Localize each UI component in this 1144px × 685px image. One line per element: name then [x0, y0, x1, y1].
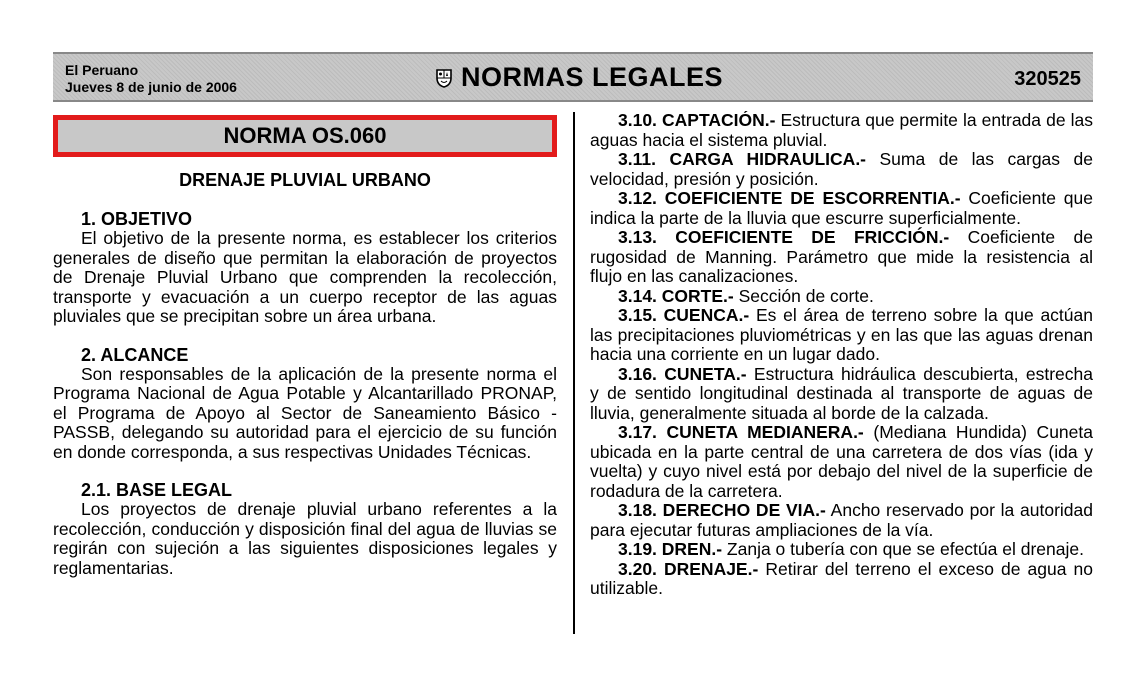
- definition-text: (Mediana Hundida) Cuneta ubicada en la parte central de una carretera de dos vías (ida y vuelta) y cuyo nivel está por debajo del nivel de la superficie de rodadura de la carretera.: [590, 422, 1093, 501]
- definition-term: 3.20. DRENAJE.-: [618, 558, 759, 579]
- definition-term: 3.14. CORTE.-: [618, 285, 734, 306]
- definition-item: [590, 306, 1093, 365]
- definition-item: [590, 365, 1093, 424]
- definition-item: [590, 423, 1093, 501]
- section-heading: 1. OBJETIVO: [81, 209, 193, 229]
- definition-term: 3.18. DERECHO DE VIA.-: [618, 500, 826, 520]
- definition-item: [590, 111, 1093, 150]
- page-header: [53, 52, 1093, 102]
- section-heading: 2. ALCANCE: [81, 344, 189, 365]
- definition-text: Retirar del terreno el exceso de agua no utilizable.: [590, 558, 1093, 598]
- definition-term: 3.11. CARGA HIDRAULICA.-: [618, 149, 867, 169]
- definition-text: Ancho reservado por la autoridad para ejecutar futuras ampliaciones de la vía.: [590, 500, 1093, 540]
- definition-text: Sección de corte.: [733, 285, 874, 306]
- section-title: NORMAS LEGALES: [461, 62, 724, 92]
- section-text: El objetivo de la presente norma, es establecer los criterios generales de diseño que permitan la elaboración de proyectos de Drenaje Pluvial Urbano que comprenden la recolección, transporte y evacuación a un cuerpo receptor de las aguas pluviales que se precipitan sobre un área urbana.: [53, 228, 557, 326]
- definition-item: [590, 560, 1093, 599]
- norma-subtitle: DRENAJE PLUVIAL URBANO: [179, 170, 431, 190]
- definition-item: [590, 189, 1093, 228]
- definition-term: 3.16. CUNETA.-: [618, 363, 747, 384]
- section-title-group: [433, 62, 723, 93]
- page-number: 320525: [1014, 68, 1081, 90]
- definition-term: 3.19. DREN.-: [618, 539, 723, 559]
- definition-term: 3.15. CUENCA.-: [618, 305, 750, 325]
- publication-info: [65, 62, 237, 96]
- definition-item: [590, 287, 1093, 307]
- definition-term: 3.13. COEFICIENTE DE FRICCIÓN.-: [618, 227, 950, 247]
- definition-item: [590, 228, 1093, 287]
- norma-title-box: [53, 115, 557, 157]
- definition-text: Estructura que permite la entrada de las aguas hacia el sistema pluvial.: [590, 111, 1093, 150]
- definition-item: [590, 501, 1093, 540]
- column-divider: [573, 112, 575, 634]
- definition-term: 3.12. COEFICIENTE DE ESCORRENTIA.-: [618, 188, 961, 208]
- definition-text: Coeficiente de rugosidad de Manning. Parámetro que mide la resistencia al flujo en las canalizaciones.: [590, 227, 1093, 286]
- definition-term: 3.10. CAPTACIÓN.-: [618, 111, 776, 130]
- norma-title: NORMA OS.060: [223, 123, 387, 148]
- definition-text: Zanja o tubería con que se efectúa el drenaje.: [722, 539, 1084, 559]
- definition-term: 3.17. CUNETA MEDIANERA.-: [618, 422, 864, 442]
- definition-text: Es el área de terreno sobre la que actúan las precipitaciones pluviométricas y en las que las aguas drenan hacia una corriente en un lugar dado.: [590, 305, 1093, 364]
- right-column: [590, 111, 1093, 636]
- definition-text: Estructura hidráulica descubierta, estrecha y de sentido longitudinal destinada al transporte de aguas de lluvia, generalmente situada al borde de la calzada.: [590, 363, 1093, 423]
- section-text: Los proyectos de drenaje pluvial urbano referentes a la recolección, conducción y disposición final del agua de lluvias se regirán con sujeción a las siguientes disposiciones legales y reglamentarias.: [53, 499, 557, 578]
- section-heading: 2.1. BASE LEGAL: [81, 480, 233, 500]
- publication-date: Jueves 8 de junio de 2006: [65, 79, 237, 95]
- definition-item: [590, 540, 1093, 560]
- section-text: Son responsables de la aplicación de la presente norma el Programa Nacional de Agua Potable y Alcantarillado PRONAP, el Programa de Apoyo al Sector de Saneamiento Básico - PASSB, delegando su autoridad para el ejercicio de su función en donde corresponda, a sus respectivas Unidades Técnicas.: [53, 363, 557, 462]
- definition-text: Coeficiente que indica la parte de la lluvia que escurre superficialmente.: [590, 188, 1093, 228]
- publication-name: El Peruano: [65, 62, 139, 78]
- definition-item: [590, 150, 1093, 189]
- coat-of-arms-icon: [433, 67, 455, 89]
- left-column: [53, 115, 557, 578]
- definition-text: Suma de las cargas de velocidad, presión y posición.: [590, 149, 1093, 189]
